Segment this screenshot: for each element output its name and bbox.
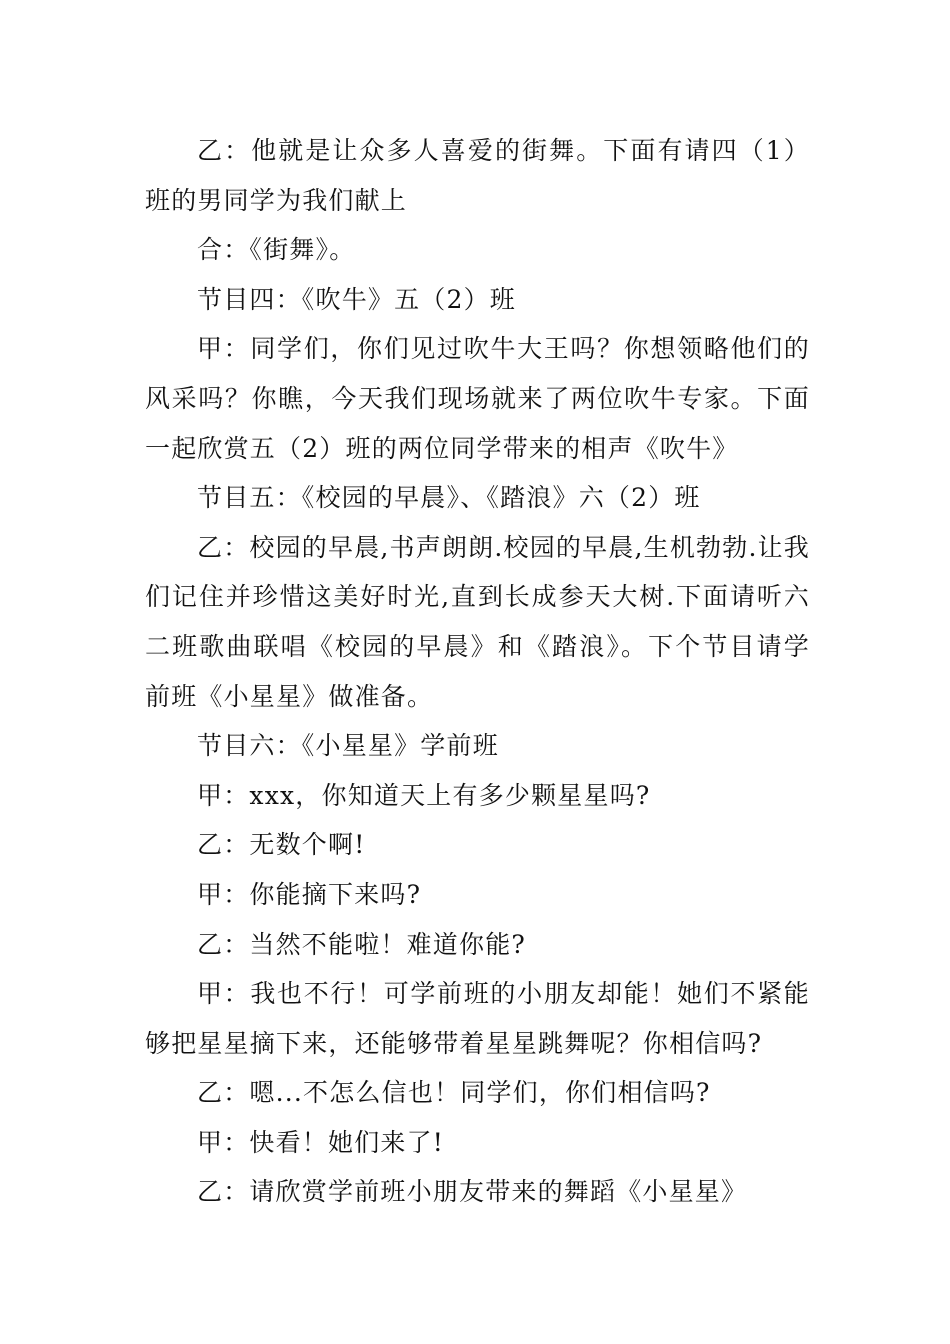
paragraph-dialogue: 乙：当然不能啦！难道你能? bbox=[197, 929, 527, 959]
paragraph-program-title: 节目五：《校园的早晨》、《踏浪》六（2）班 bbox=[197, 483, 701, 513]
paragraph-dialogue: 乙：嗯...不怎么信也！同学们，你们相信吗? bbox=[197, 1078, 711, 1108]
paragraph-dialogue: 乙：无数个啊! bbox=[197, 830, 366, 860]
document-body bbox=[145, 126, 810, 1217]
paragraph-program-title: 节目四：《吹牛》五（2）班 bbox=[197, 284, 517, 314]
paragraph-dialogue: 乙：校园的早晨,书声朗朗.校园的早晨,生机勃勃.让我们记住并珍惜这美好时光,直到长成参天大树.下面请听六二班歌曲联唱《校园的早晨》和《踏浪》。下个节目请学前班《小星星》做准备。 bbox=[145, 532, 810, 711]
paragraph-dialogue: 甲：xxx，你知道天上有多少颗星星吗? bbox=[197, 780, 651, 810]
paragraph-dialogue: 甲：你能摘下来吗? bbox=[197, 879, 422, 909]
paragraph-dialogue: 乙：请欣赏学前班小朋友带来的舞蹈《小星星》 bbox=[197, 1177, 748, 1207]
paragraph-dialogue: 甲：同学们，你们见过吹牛大王吗？你想领略他们的风采吗？你瞧，今天我们现场就来了两位吹牛专家。下面一起欣赏五（2）班的两位同学带来的相声《吹牛》 bbox=[145, 334, 810, 463]
paragraph-dialogue: 乙：他就是让众多人喜爱的街舞。下面有请四（1）班的男同学为我们献上 bbox=[145, 136, 810, 215]
paragraph-dialogue: 甲：快看！她们来了! bbox=[197, 1127, 445, 1157]
paragraph-program-title: 节目六：《小星星》学前班 bbox=[197, 731, 499, 761]
paragraph-dialogue: 甲：我也不行！可学前班的小朋友却能！她们不紧能够把星星摘下来，还能够带着星星跳舞呢？你相信吗? bbox=[145, 979, 810, 1058]
paragraph-dialogue: 合：《街舞》。 bbox=[197, 235, 356, 265]
